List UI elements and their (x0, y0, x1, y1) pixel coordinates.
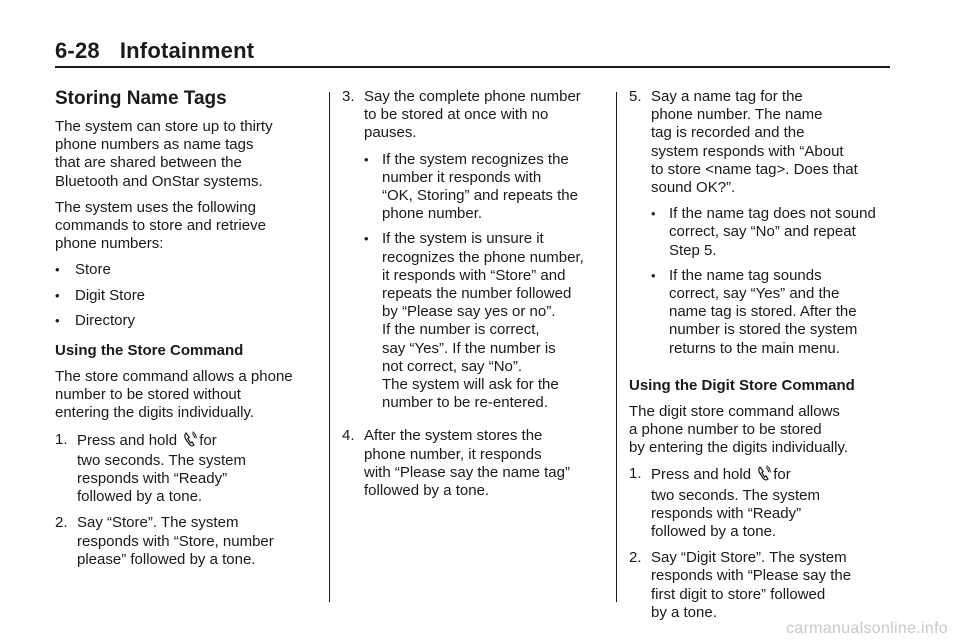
page-number: 6-28 (55, 38, 100, 63)
paragraph: The system uses the following commands to store and retrieve phone numbers: (55, 198, 266, 253)
watermark: carmanualsonline.info (786, 620, 948, 637)
step-item: 1. Press and hold for two seconds. The system responds with “Ready” followed by a tone. (55, 430, 246, 506)
phone-talk-icon (757, 465, 771, 486)
bullet-icon: • (651, 206, 656, 222)
step-item: 2. Say “Digit Store”. The system responds with “Please say the first digit to store” followed by a tone. (629, 549, 852, 621)
bullet-icon: • (364, 231, 369, 247)
step-item: 1. Press and hold for two seconds. The system responds with “Ready” followed by a tone. (629, 465, 820, 541)
subheading: Using the Digit Store Command (629, 376, 855, 394)
column-3 (629, 88, 899, 630)
paragraph: The digit store command allows a phone number to be stored by entering the digits individually. (629, 402, 849, 457)
section-heading: Storing Name Tags (55, 88, 227, 109)
bullet-item: • If the system is unsure it recognizes the phone number, it responds with “Store” and repeats the number followed by “Please say yes or no”. If the number is correct, say “Yes”. If the number is not correct, say “No”. The system will ask for the number to be re-entered. (364, 230, 584, 412)
column-1 (55, 88, 317, 577)
bullet-icon: • (651, 267, 656, 283)
paragraph: The store command allows a phone number to be stored without entering the digits individually. (55, 368, 293, 422)
paragraph: The system can store up to thirty phone numbers as name tags that are shared between the Bluetooth and OnStar systems. (55, 118, 273, 190)
bullet-icon: • (55, 312, 60, 328)
section-title: Infotainment (119, 38, 255, 63)
step-item: 3. Say the complete phone number to be stored at once with no pauses. • If the system recognizes the number it responds with “OK, Storing” and repeats the phone number. • If the system is unsure it recognizes the phone number, it responds with “Store” and repeats the number followed by “Please say yes or no”. If the number is correct, say “Yes”. If the number is not correct, say “No”. The system will ask for the number to be re-entered. (342, 88, 607, 419)
bullet-item: • If the name tag sounds correct, say “Yes” and the name tag is stored. After the number is stored the system returns to the main menu. (651, 266, 858, 357)
step-item: 5. Say a name tag for the phone number. The name tag is recorded and the system responds with “About to store <name tag>. Does that sound OK?”. • If the name tag does not sound correct, say “No” and repeat Step 5. • If the name tag sounds correct, say “Yes” and the name tag is stored. After the number is stored the system returns to the main menu. (629, 88, 899, 365)
phone-talk-icon (183, 431, 197, 452)
column-divider (616, 92, 617, 602)
column-2 (342, 88, 607, 508)
bullet-item: • Directory (55, 311, 136, 329)
header-rule (55, 66, 890, 68)
step-item: 2. Say “Store”. The system responds with “Store, number please” followed by a tone. (55, 514, 274, 568)
bullet-icon: • (55, 287, 60, 303)
step-item: 4. After the system stores the phone number, it responds with “Please say the name tag” followed by a tone. (342, 427, 570, 500)
page-header (55, 38, 254, 64)
bullet-icon: • (55, 262, 60, 278)
subheading: Using the Store Command (55, 342, 244, 360)
bullet-item: • Digit Store (55, 286, 146, 304)
bullet-item: • If the name tag does not sound correct, say “No” and repeat Step 5. (651, 205, 876, 259)
bullet-item: • If the system recognizes the number it responds with “OK, Storing” and repeats the phone number. (364, 150, 578, 223)
column-divider (329, 92, 330, 602)
bullet-icon: • (364, 151, 369, 167)
bullet-item: • Store (55, 261, 111, 279)
